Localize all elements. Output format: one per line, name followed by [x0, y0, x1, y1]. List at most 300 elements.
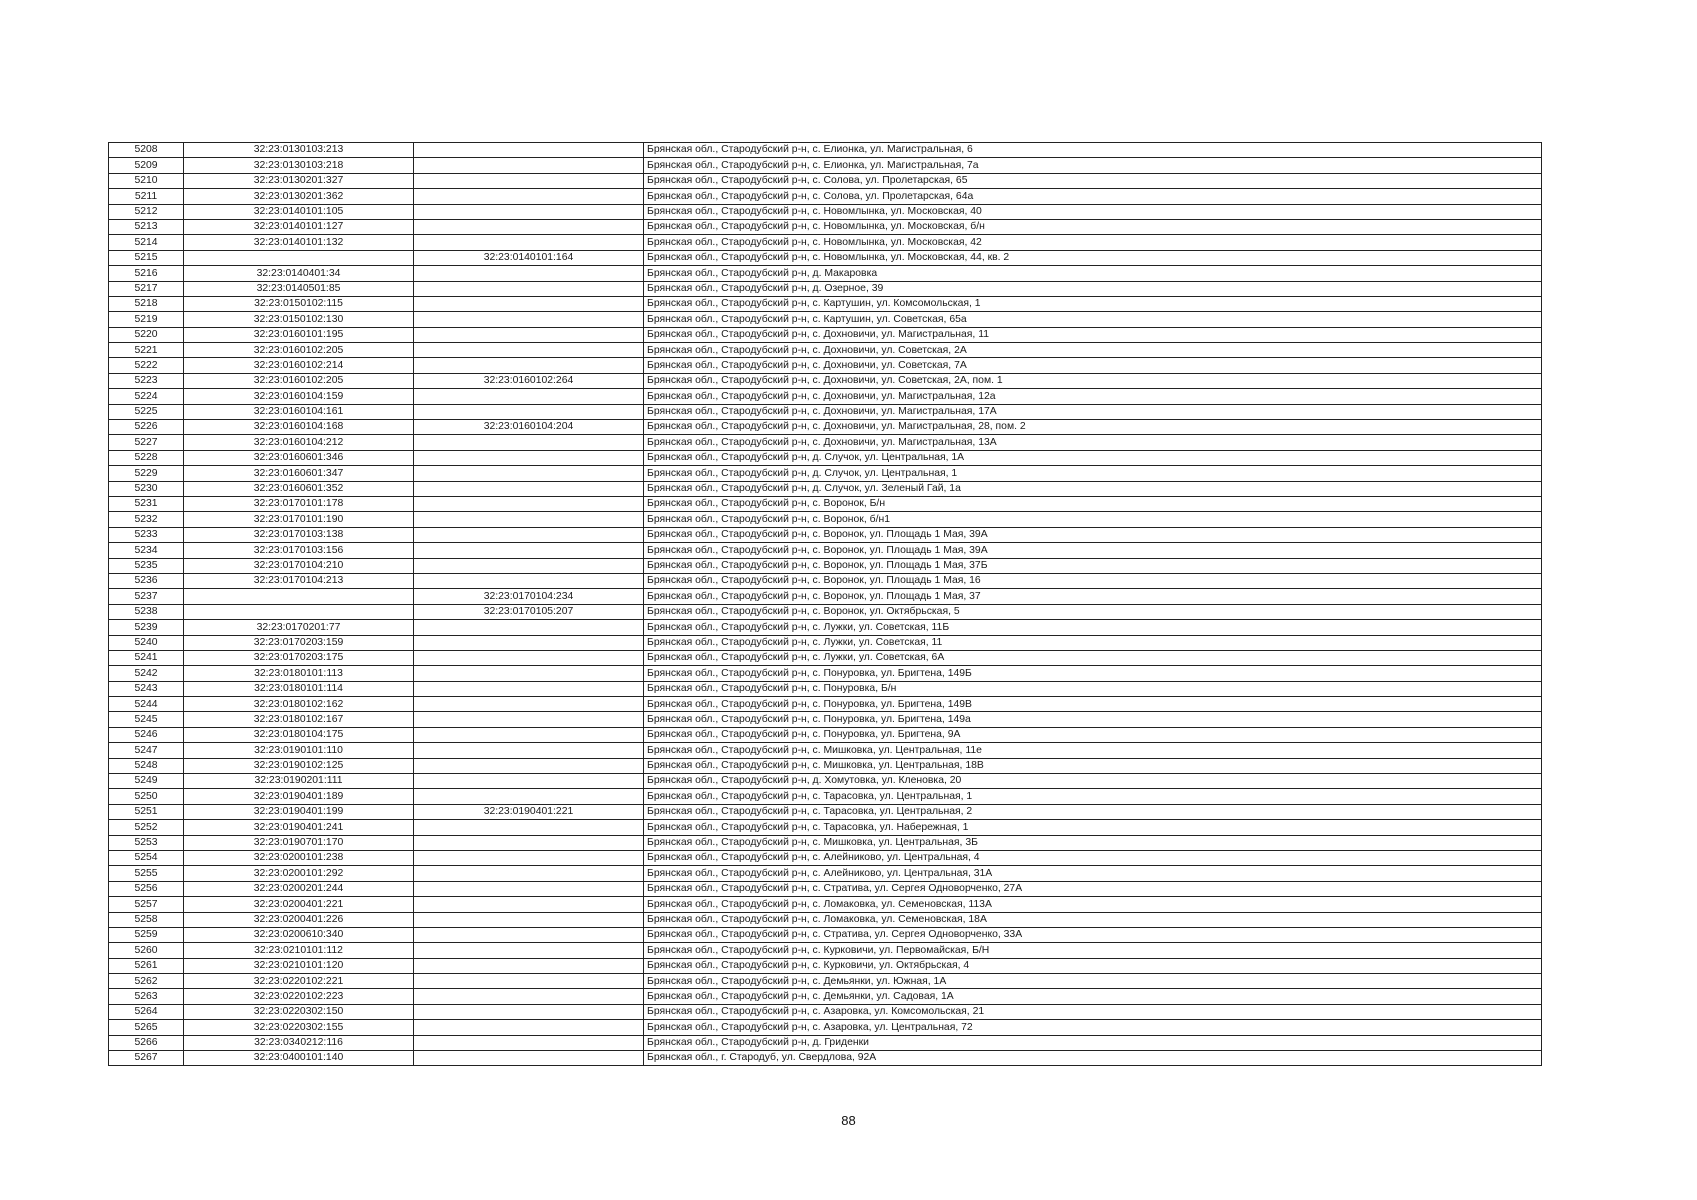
row-number-cell: 5248 — [109, 758, 184, 773]
table-row — [109, 650, 1542, 665]
related-cadastral-number-cell — [414, 219, 644, 234]
cadastral-number-cell: 32:23:0200101:238 — [184, 850, 414, 865]
row-number-cell: 5246 — [109, 727, 184, 742]
table-row — [109, 774, 1542, 789]
table-row — [109, 404, 1542, 419]
related-cadastral-number-cell — [414, 666, 644, 681]
row-number-cell: 5216 — [109, 266, 184, 281]
table-row — [109, 158, 1542, 173]
cadastral-number-cell: 32:23:0160601:346 — [184, 450, 414, 465]
cadastral-number-cell: 32:23:0200610:340 — [184, 927, 414, 942]
row-number-cell: 5255 — [109, 866, 184, 881]
related-cadastral-number-cell — [414, 389, 644, 404]
address-cell: Брянская обл., Стародубский р-н, с. Воронок, ул. Площадь 1 Мая, 37 — [644, 589, 1542, 604]
row-number-cell: 5208 — [109, 143, 184, 158]
table-row — [109, 312, 1542, 327]
cadastral-number-cell: 32:23:0190102:125 — [184, 758, 414, 773]
related-cadastral-number-cell — [414, 958, 644, 973]
address-cell: Брянская обл., Стародубский р-н, с. Дохновичи, ул. Магистральная, 13А — [644, 435, 1542, 450]
row-number-cell: 5266 — [109, 1035, 184, 1050]
row-number-cell: 5249 — [109, 774, 184, 789]
related-cadastral-number-cell — [414, 312, 644, 327]
address-cell: Брянская обл., Стародубский р-н, с. Дохновичи, ул. Магистральная, 28, пом. 2 — [644, 420, 1542, 435]
address-cell: Брянская обл., Стародубский р-н, с. Тарасовка, ул. Центральная, 1 — [644, 789, 1542, 804]
table-row — [109, 958, 1542, 973]
row-number-cell: 5215 — [109, 250, 184, 265]
table-row — [109, 281, 1542, 296]
address-cell: Брянская обл., Стародубский р-н, с. Ломаковка, ул. Семеновская, 113А — [644, 897, 1542, 912]
row-number-cell: 5256 — [109, 881, 184, 896]
address-cell: Брянская обл., Стародубский р-н, с. Стратива, ул. Сергея Одноворченко, 33А — [644, 927, 1542, 942]
cadastral-number-cell: 32:23:0190701:170 — [184, 835, 414, 850]
address-cell: Брянская обл., Стародубский р-н, с. Лужки, ул. Советская, 11Б — [644, 620, 1542, 635]
cadastral-number-cell: 32:23:0200201:244 — [184, 881, 414, 896]
cadastral-number-cell: 32:23:0190401:199 — [184, 804, 414, 819]
row-number-cell: 5221 — [109, 343, 184, 358]
row-number-cell: 5230 — [109, 481, 184, 496]
related-cadastral-number-cell — [414, 543, 644, 558]
table-row — [109, 604, 1542, 619]
table-row — [109, 697, 1542, 712]
address-cell: Брянская обл., Стародубский р-н, с. Картушин, ул. Советская, 65а — [644, 312, 1542, 327]
table-row — [109, 666, 1542, 681]
table-row — [109, 989, 1542, 1004]
table-row — [109, 573, 1542, 588]
address-cell: Брянская обл., Стародубский р-н, с. Демьянки, ул. Южная, 1А — [644, 974, 1542, 989]
related-cadastral-number-cell — [414, 927, 644, 942]
address-cell: Брянская обл., Стародубский р-н, с. Мишковка, ул. Центральная, 11е — [644, 743, 1542, 758]
related-cadastral-number-cell — [414, 173, 644, 188]
cadastral-number-cell: 32:23:0160102:214 — [184, 358, 414, 373]
related-cadastral-number-cell — [414, 635, 644, 650]
cadastral-number-cell: 32:23:0160104:212 — [184, 435, 414, 450]
cadastral-number-cell — [184, 589, 414, 604]
table-row — [109, 173, 1542, 188]
address-cell: Брянская обл., Стародубский р-н, с. Ломаковка, ул. Семеновская, 18А — [644, 912, 1542, 927]
address-cell: Брянская обл., Стародубский р-н, с. Новомлынка, ул. Московская, 44, кв. 2 — [644, 250, 1542, 265]
related-cadastral-number-cell — [414, 727, 644, 742]
related-cadastral-number-cell — [414, 573, 644, 588]
related-cadastral-number-cell — [414, 1004, 644, 1019]
address-cell: Брянская обл., Стародубский р-н, с. Лужки, ул. Советская, 6А — [644, 650, 1542, 665]
row-number-cell: 5251 — [109, 804, 184, 819]
related-cadastral-number-cell — [414, 404, 644, 419]
address-cell: Брянская обл., Стародубский р-н, с. Курковичи, ул. Октябрьская, 4 — [644, 958, 1542, 973]
related-cadastral-number-cell — [414, 558, 644, 573]
row-number-cell: 5214 — [109, 235, 184, 250]
table-row — [109, 712, 1542, 727]
address-cell: Брянская обл., Стародубский р-н, с. Елионка, ул. Магистральная, 7а — [644, 158, 1542, 173]
row-number-cell: 5232 — [109, 512, 184, 527]
row-number-cell: 5213 — [109, 219, 184, 234]
address-cell: Брянская обл., Стародубский р-н, с. Понуровка, ул. Бригтена, 149В — [644, 697, 1542, 712]
address-cell: Брянская обл., Стародубский р-н, с. Понуровка, Б/н — [644, 681, 1542, 696]
cadastral-number-cell: 32:23:0220102:223 — [184, 989, 414, 1004]
row-number-cell: 5264 — [109, 1004, 184, 1019]
related-cadastral-number-cell — [414, 1051, 644, 1066]
table-row — [109, 974, 1542, 989]
row-number-cell: 5235 — [109, 558, 184, 573]
table-row — [109, 927, 1542, 942]
table-row — [109, 681, 1542, 696]
table-row — [109, 1020, 1542, 1035]
registry-table-body — [109, 143, 1542, 1066]
row-number-cell: 5267 — [109, 1051, 184, 1066]
related-cadastral-number-cell — [414, 650, 644, 665]
cadastral-number-cell: 32:23:0220102:221 — [184, 974, 414, 989]
cadastral-number-cell: 32:23:0160601:352 — [184, 481, 414, 496]
table-row — [109, 850, 1542, 865]
row-number-cell: 5218 — [109, 296, 184, 311]
row-number-cell: 5254 — [109, 850, 184, 865]
address-cell: Брянская обл., Стародубский р-н, с. Воронок, ул. Площадь 1 Мая, 39А — [644, 543, 1542, 558]
cadastral-number-cell: 32:23:0150102:115 — [184, 296, 414, 311]
related-cadastral-number-cell — [414, 235, 644, 250]
row-number-cell: 5244 — [109, 697, 184, 712]
row-number-cell: 5211 — [109, 189, 184, 204]
related-cadastral-number-cell — [414, 774, 644, 789]
row-number-cell: 5263 — [109, 989, 184, 1004]
row-number-cell: 5210 — [109, 173, 184, 188]
address-cell: Брянская обл., Стародубский р-н, с. Демьянки, ул. Садовая, 1А — [644, 989, 1542, 1004]
cadastral-number-cell: 32:23:0170103:138 — [184, 527, 414, 542]
registry-table — [108, 142, 1542, 1066]
table-row — [109, 835, 1542, 850]
related-cadastral-number-cell — [414, 681, 644, 696]
row-number-cell: 5259 — [109, 927, 184, 942]
related-cadastral-number-cell — [414, 789, 644, 804]
related-cadastral-number-cell: 32:23:0190401:221 — [414, 804, 644, 819]
row-number-cell: 5225 — [109, 404, 184, 419]
row-number-cell: 5243 — [109, 681, 184, 696]
cadastral-number-cell: 32:23:0200401:221 — [184, 897, 414, 912]
address-cell: Брянская обл., Стародубский р-н, д. Озерное, 39 — [644, 281, 1542, 296]
cadastral-number-cell: 32:23:0200401:226 — [184, 912, 414, 927]
address-cell: Брянская обл., Стародубский р-н, с. Дохновичи, ул. Магистральная, 17А — [644, 404, 1542, 419]
address-cell: Брянская обл., Стародубский р-н, с. Дохновичи, ул. Советская, 7А — [644, 358, 1542, 373]
address-cell: Брянская обл., Стародубский р-н, с. Солова, ул. Пролетарская, 65 — [644, 173, 1542, 188]
cadastral-number-cell: 32:23:0170101:178 — [184, 496, 414, 511]
address-cell: Брянская обл., Стародубский р-н, с. Понуровка, ул. Бригтена, 149а — [644, 712, 1542, 727]
address-cell: Брянская обл., Стародубский р-н, с. Понуровка, ул. Бригтена, 149Б — [644, 666, 1542, 681]
table-row — [109, 820, 1542, 835]
row-number-cell: 5226 — [109, 420, 184, 435]
row-number-cell: 5217 — [109, 281, 184, 296]
related-cadastral-number-cell — [414, 974, 644, 989]
related-cadastral-number-cell — [414, 281, 644, 296]
row-number-cell: 5252 — [109, 820, 184, 835]
table-row — [109, 635, 1542, 650]
related-cadastral-number-cell — [414, 266, 644, 281]
row-number-cell: 5237 — [109, 589, 184, 604]
address-cell: Брянская обл., Стародубский р-н, с. Дохновичи, ул. Магистральная, 11 — [644, 327, 1542, 342]
table-row — [109, 250, 1542, 265]
table-row — [109, 804, 1542, 819]
table-row — [109, 789, 1542, 804]
related-cadastral-number-cell — [414, 158, 644, 173]
cadastral-number-cell: 32:23:0180101:113 — [184, 666, 414, 681]
cadastral-number-cell: 32:23:0200101:292 — [184, 866, 414, 881]
cadastral-number-cell — [184, 604, 414, 619]
row-number-cell: 5257 — [109, 897, 184, 912]
row-number-cell: 5234 — [109, 543, 184, 558]
related-cadastral-number-cell: 32:23:0170105:207 — [414, 604, 644, 619]
cadastral-number-cell: 32:23:0160104:168 — [184, 420, 414, 435]
address-cell: Брянская обл., Стародубский р-н, с. Мишковка, ул. Центральная, 18В — [644, 758, 1542, 773]
related-cadastral-number-cell: 32:23:0160102:264 — [414, 373, 644, 388]
table-row — [109, 727, 1542, 742]
address-cell: Брянская обл., Стародубский р-н, с. Елионка, ул. Магистральная, 6 — [644, 143, 1542, 158]
row-number-cell: 5239 — [109, 620, 184, 635]
table-row — [109, 589, 1542, 604]
row-number-cell: 5231 — [109, 496, 184, 511]
cadastral-number-cell: 32:23:0170203:175 — [184, 650, 414, 665]
related-cadastral-number-cell — [414, 435, 644, 450]
row-number-cell: 5236 — [109, 573, 184, 588]
cadastral-number-cell: 32:23:0130103:213 — [184, 143, 414, 158]
cadastral-number-cell: 32:23:0140501:85 — [184, 281, 414, 296]
row-number-cell: 5238 — [109, 604, 184, 619]
address-cell: Брянская обл., Стародубский р-н, с. Азаровка, ул. Комсомольская, 21 — [644, 1004, 1542, 1019]
row-number-cell: 5212 — [109, 204, 184, 219]
related-cadastral-number-cell — [414, 450, 644, 465]
row-number-cell: 5240 — [109, 635, 184, 650]
address-cell: Брянская обл., Стародубский р-н, с. Воронок, Б/н — [644, 496, 1542, 511]
address-cell: Брянская обл., Стародубский р-н, с. Дохновичи, ул. Магистральная, 12а — [644, 389, 1542, 404]
table-row — [109, 327, 1542, 342]
row-number-cell: 5229 — [109, 466, 184, 481]
address-cell: Брянская обл., Стародубский р-н, с. Алейниково, ул. Центральная, 31А — [644, 866, 1542, 881]
row-number-cell: 5262 — [109, 974, 184, 989]
cadastral-number-cell: 32:23:0400101:140 — [184, 1051, 414, 1066]
address-cell: Брянская обл., Стародубский р-н, д. Случок, ул. Зеленый Гай, 1а — [644, 481, 1542, 496]
table-row — [109, 219, 1542, 234]
cadastral-number-cell: 32:23:0180101:114 — [184, 681, 414, 696]
address-cell: Брянская обл., Стародубский р-н, с. Лужки, ул. Советская, 11 — [644, 635, 1542, 650]
row-number-cell: 5258 — [109, 912, 184, 927]
cadastral-number-cell: 32:23:0160601:347 — [184, 466, 414, 481]
related-cadastral-number-cell — [414, 943, 644, 958]
related-cadastral-number-cell — [414, 620, 644, 635]
table-row — [109, 358, 1542, 373]
cadastral-number-cell: 32:23:0160102:205 — [184, 343, 414, 358]
table-row — [109, 189, 1542, 204]
row-number-cell: 5209 — [109, 158, 184, 173]
address-cell: Брянская обл., Стародубский р-н, д. Хомутовка, ул. Кленовка, 20 — [644, 774, 1542, 789]
cadastral-number-cell: 32:23:0190401:241 — [184, 820, 414, 835]
cadastral-number-cell: 32:23:0180102:167 — [184, 712, 414, 727]
table-row — [109, 897, 1542, 912]
related-cadastral-number-cell — [414, 343, 644, 358]
table-row — [109, 389, 1542, 404]
row-number-cell: 5245 — [109, 712, 184, 727]
table-row — [109, 1004, 1542, 1019]
address-cell: Брянская обл., Стародубский р-н, с. Алейниково, ул. Центральная, 4 — [644, 850, 1542, 865]
table-row — [109, 943, 1542, 958]
cadastral-number-cell: 32:23:0130201:327 — [184, 173, 414, 188]
related-cadastral-number-cell — [414, 697, 644, 712]
cadastral-number-cell: 32:23:0170104:213 — [184, 573, 414, 588]
cadastral-number-cell: 32:23:0180104:175 — [184, 727, 414, 742]
row-number-cell: 5241 — [109, 650, 184, 665]
related-cadastral-number-cell — [414, 912, 644, 927]
cadastral-number-cell: 32:23:0170101:190 — [184, 512, 414, 527]
address-cell: Брянская обл., Стародубский р-н, с. Воронок, ул. Октябрьская, 5 — [644, 604, 1542, 619]
related-cadastral-number-cell — [414, 466, 644, 481]
table-row — [109, 758, 1542, 773]
cadastral-number-cell: 32:23:0170201:77 — [184, 620, 414, 635]
table-row — [109, 543, 1542, 558]
cadastral-number-cell: 32:23:0210101:120 — [184, 958, 414, 973]
address-cell: Брянская обл., Стародубский р-н, с. Мишковка, ул. Центральная, 3Б — [644, 835, 1542, 850]
table-row — [109, 481, 1542, 496]
row-number-cell: 5253 — [109, 835, 184, 850]
address-cell: Брянская обл., Стародубский р-н, с. Тарасовка, ул. Центральная, 2 — [644, 804, 1542, 819]
table-row — [109, 620, 1542, 635]
row-number-cell: 5260 — [109, 943, 184, 958]
table-row — [109, 512, 1542, 527]
row-number-cell: 5261 — [109, 958, 184, 973]
cadastral-number-cell: 32:23:0160101:195 — [184, 327, 414, 342]
address-cell: Брянская обл., Стародубский р-н, с. Новомлынка, ул. Московская, 42 — [644, 235, 1542, 250]
cadastral-number-cell: 32:23:0190201:111 — [184, 774, 414, 789]
row-number-cell: 5228 — [109, 450, 184, 465]
table-row — [109, 866, 1542, 881]
cadastral-number-cell: 32:23:0220302:150 — [184, 1004, 414, 1019]
address-cell: Брянская обл., Стародубский р-н, с. Тарасовка, ул. Набережная, 1 — [644, 820, 1542, 835]
cadastral-number-cell: 32:23:0160102:205 — [184, 373, 414, 388]
cadastral-number-cell: 32:23:0140101:132 — [184, 235, 414, 250]
table-row — [109, 1035, 1542, 1050]
related-cadastral-number-cell — [414, 881, 644, 896]
related-cadastral-number-cell — [414, 743, 644, 758]
related-cadastral-number-cell — [414, 989, 644, 1004]
table-row — [109, 435, 1542, 450]
table-row — [109, 204, 1542, 219]
address-cell: Брянская обл., Стародубский р-н, с. Дохновичи, ул. Советская, 2А — [644, 343, 1542, 358]
table-row — [109, 558, 1542, 573]
cadastral-number-cell — [184, 250, 414, 265]
table-row — [109, 420, 1542, 435]
related-cadastral-number-cell — [414, 712, 644, 727]
related-cadastral-number-cell — [414, 897, 644, 912]
address-cell: Брянская обл., Стародубский р-н, с. Солова, ул. Пролетарская, 64а — [644, 189, 1542, 204]
cadastral-number-cell: 32:23:0150102:130 — [184, 312, 414, 327]
address-cell: Брянская обл., Стародубский р-н, с. Воронок, ул. Площадь 1 Мая, 39А — [644, 527, 1542, 542]
related-cadastral-number-cell — [414, 835, 644, 850]
row-number-cell: 5227 — [109, 435, 184, 450]
related-cadastral-number-cell: 32:23:0170104:234 — [414, 589, 644, 604]
cadastral-number-cell: 32:23:0210101:112 — [184, 943, 414, 958]
address-cell: Брянская обл., Стародубский р-н, с. Понуровка, ул. Бригтена, 9А — [644, 727, 1542, 742]
related-cadastral-number-cell — [414, 496, 644, 511]
table-row — [109, 450, 1542, 465]
row-number-cell: 5265 — [109, 1020, 184, 1035]
page-number: 88 — [841, 1113, 856, 1128]
address-cell: Брянская обл., Стародубский р-н, с. Картушин, ул. Комсомольская, 1 — [644, 296, 1542, 311]
cadastral-number-cell: 32:23:0220302:155 — [184, 1020, 414, 1035]
address-cell: Брянская обл., Стародубский р-н, с. Воронок, ул. Площадь 1 Мая, 37Б — [644, 558, 1542, 573]
address-cell: Брянская обл., Стародубский р-н, д. Случок, ул. Центральная, 1А — [644, 450, 1542, 465]
address-cell: Брянская обл., Стародубский р-н, с. Азаровка, ул. Центральная, 72 — [644, 1020, 1542, 1035]
table-row — [109, 373, 1542, 388]
table-row — [109, 235, 1542, 250]
related-cadastral-number-cell — [414, 850, 644, 865]
row-number-cell: 5220 — [109, 327, 184, 342]
related-cadastral-number-cell — [414, 143, 644, 158]
cadastral-number-cell: 32:23:0190401:189 — [184, 789, 414, 804]
row-number-cell: 5247 — [109, 743, 184, 758]
related-cadastral-number-cell — [414, 358, 644, 373]
cadastral-number-cell: 32:23:0160104:159 — [184, 389, 414, 404]
row-number-cell: 5219 — [109, 312, 184, 327]
cadastral-number-cell: 32:23:0170103:156 — [184, 543, 414, 558]
related-cadastral-number-cell — [414, 527, 644, 542]
address-cell: Брянская обл., Стародубский р-н, д. Случок, ул. Центральная, 1 — [644, 466, 1542, 481]
table-row — [109, 881, 1542, 896]
related-cadastral-number-cell — [414, 327, 644, 342]
related-cadastral-number-cell — [414, 758, 644, 773]
cadastral-number-cell: 32:23:0180102:162 — [184, 697, 414, 712]
address-cell: Брянская обл., Стародубский р-н, д. Гриденки — [644, 1035, 1542, 1050]
cadastral-number-cell: 32:23:0140101:105 — [184, 204, 414, 219]
cadastral-number-cell: 32:23:0340212:116 — [184, 1035, 414, 1050]
related-cadastral-number-cell: 32:23:0140101:164 — [414, 250, 644, 265]
row-number-cell: 5222 — [109, 358, 184, 373]
table-row — [109, 343, 1542, 358]
related-cadastral-number-cell — [414, 296, 644, 311]
address-cell: Брянская обл., Стародубский р-н, д. Макаровка — [644, 266, 1542, 281]
address-cell: Брянская обл., Стародубский р-н, с. Дохновичи, ул. Советская, 2А, пом. 1 — [644, 373, 1542, 388]
related-cadastral-number-cell — [414, 512, 644, 527]
related-cadastral-number-cell — [414, 820, 644, 835]
table-row — [109, 496, 1542, 511]
cadastral-number-cell: 32:23:0130103:218 — [184, 158, 414, 173]
table-row — [109, 296, 1542, 311]
row-number-cell: 5223 — [109, 373, 184, 388]
row-number-cell: 5224 — [109, 389, 184, 404]
cadastral-number-cell: 32:23:0130201:362 — [184, 189, 414, 204]
table-row — [109, 912, 1542, 927]
address-cell: Брянская обл., Стародубский р-н, с. Новомлынка, ул. Московская, б/н — [644, 219, 1542, 234]
related-cadastral-number-cell: 32:23:0160104:204 — [414, 420, 644, 435]
related-cadastral-number-cell — [414, 1020, 644, 1035]
table-row — [109, 266, 1542, 281]
row-number-cell: 5242 — [109, 666, 184, 681]
cadastral-number-cell: 32:23:0170104:210 — [184, 558, 414, 573]
address-cell: Брянская обл., Стародубский р-н, с. Воронок, ул. Площадь 1 Мая, 16 — [644, 573, 1542, 588]
related-cadastral-number-cell — [414, 481, 644, 496]
related-cadastral-number-cell — [414, 1035, 644, 1050]
address-cell: Брянская обл., Стародубский р-н, с. Новомлынка, ул. Московская, 40 — [644, 204, 1542, 219]
table-row — [109, 466, 1542, 481]
related-cadastral-number-cell — [414, 204, 644, 219]
table-row — [109, 1051, 1542, 1066]
related-cadastral-number-cell — [414, 189, 644, 204]
table-row — [109, 527, 1542, 542]
cadastral-number-cell: 32:23:0190101:110 — [184, 743, 414, 758]
row-number-cell: 5250 — [109, 789, 184, 804]
address-cell: Брянская обл., Стародубский р-н, с. Стратива, ул. Сергея Одноворченко, 27А — [644, 881, 1542, 896]
cadastral-number-cell: 32:23:0140401:34 — [184, 266, 414, 281]
table-row — [109, 143, 1542, 158]
cadastral-number-cell: 32:23:0140101:127 — [184, 219, 414, 234]
row-number-cell: 5233 — [109, 527, 184, 542]
cadastral-number-cell: 32:23:0170203:159 — [184, 635, 414, 650]
address-cell: Брянская обл., Стародубский р-н, с. Курковичи, ул. Первомайская, Б/Н — [644, 943, 1542, 958]
table-row — [109, 743, 1542, 758]
address-cell: Брянская обл., г. Стародуб, ул. Свердлова, 92А — [644, 1051, 1542, 1066]
